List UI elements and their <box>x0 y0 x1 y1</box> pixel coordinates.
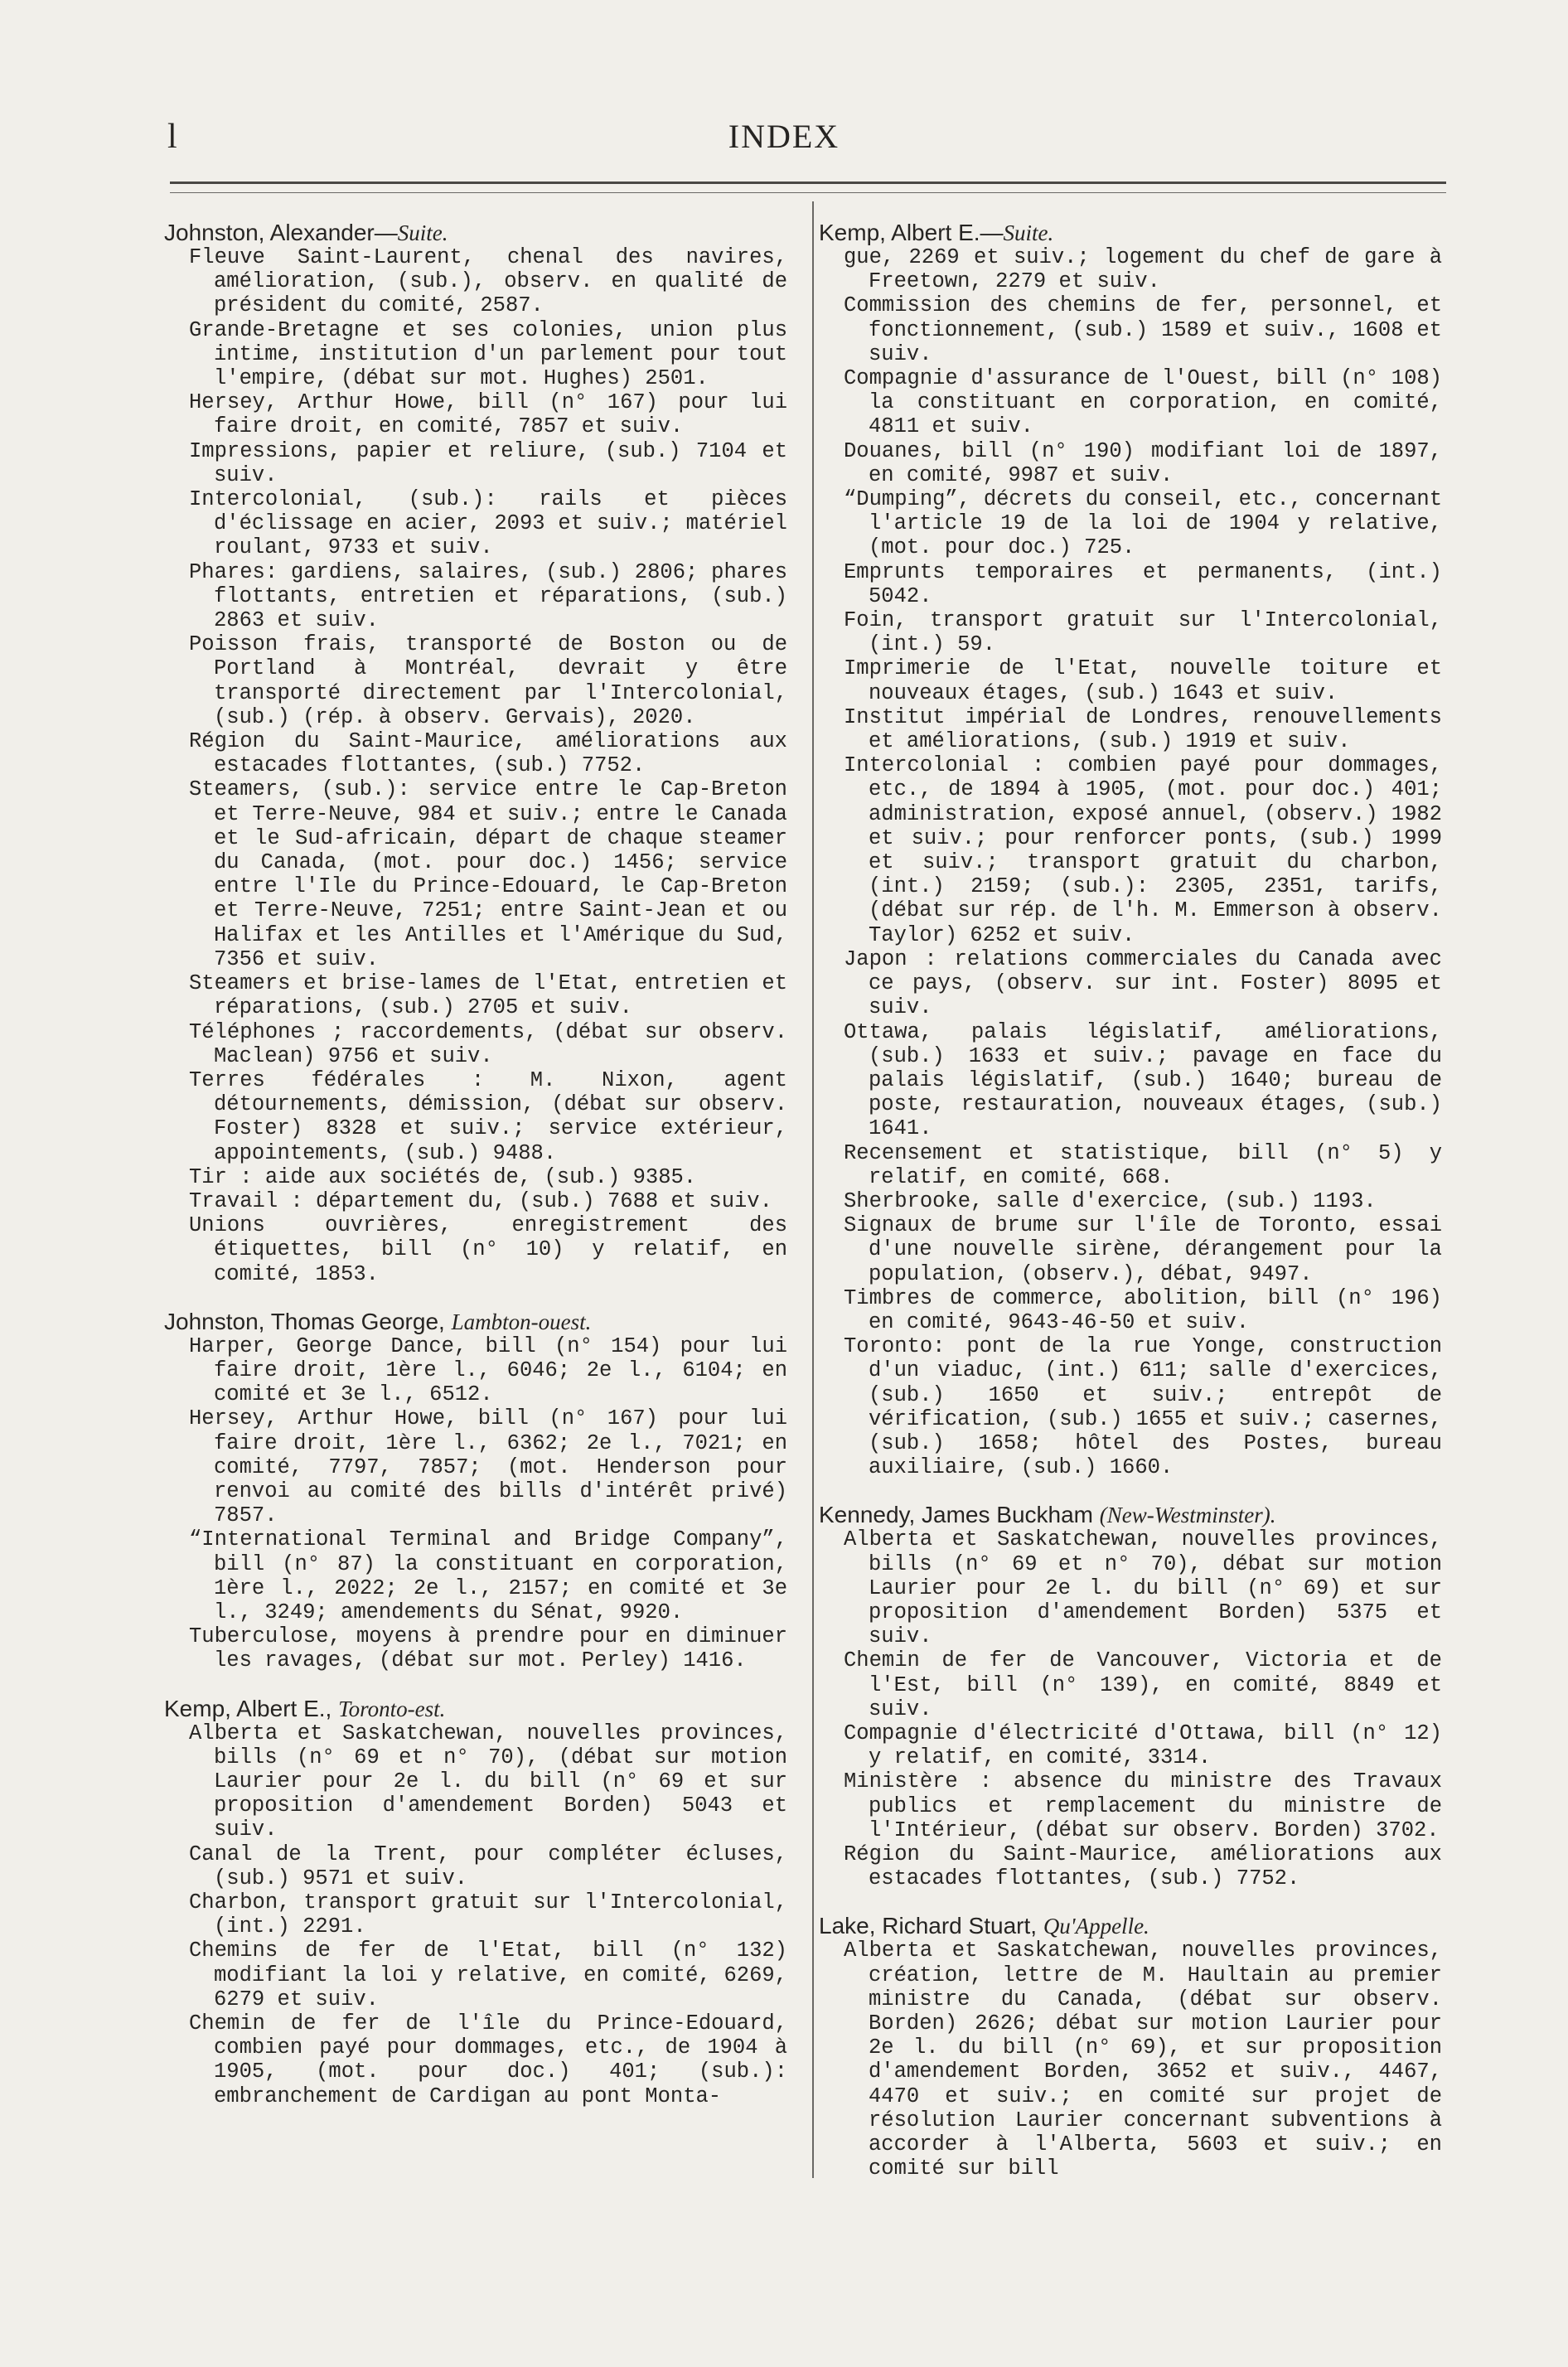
entry-heading <box>164 220 787 245</box>
subentry: Institut impérial de Londres, renouvellements et améliorations, (sub.) 1919 et suiv. <box>844 704 1442 754</box>
left-column <box>164 220 787 2132</box>
entry-name: Johnston, Thomas George, <box>164 1308 452 1334</box>
subentry: Chemin de fer de Vancouver, Victoria et de l'Est, bill (n° 139), en comité, 8849 et suiv. <box>844 1648 1442 1721</box>
subentry: Alberta et Saskatchewan, nouvelles provinces, bills (n° 69 et n° 70), (débat sur motion Laurier pour 2e l. du bill (n° 69 et sur proposition d'amendement Borden) 5043 et suiv. <box>189 1721 787 1842</box>
subentry: Poisson frais, transporté de Boston ou de Portland à Montréal, devrait y être transporté directement par l'Intercolonial, (sub.) (rép. à observ. Gervais), 2020. <box>189 632 787 729</box>
entry-name: Kennedy, James Buckham <box>819 1502 1100 1528</box>
entry-name: Johnston, Alexander— <box>164 220 398 245</box>
subentry: Steamers et brise-lames de l'Etat, entretien et réparations, (sub.) 2705 et suiv. <box>189 971 787 1020</box>
subentry: Douanes, bill (n° 190) modifiant loi de 1897, en comité, 9987 et suiv. <box>844 438 1442 487</box>
subentry: Compagnie d'électricité d'Ottawa, bill (n° 12) y relatif, en comité, 3314. <box>844 1721 1442 1770</box>
subentry: Ministère : absence du ministre des Travaux publics et remplacement du ministre de l'Intérieur, (débat sur observ. Borden) 3702. <box>844 1769 1442 1842</box>
subentry: Région du Saint-Maurice, améliorations aux estacades flottantes, (sub.) 7752. <box>844 1842 1442 1891</box>
subentry: Sherbrooke, salle d'exercice, (sub.) 1193. <box>844 1188 1377 1213</box>
index-entry <box>164 220 787 1286</box>
header-rule-thin <box>170 192 1446 193</box>
subentry: Ottawa, palais législatif, améliorations, (sub.) 1633 et suiv.; pavage en face du palais législatif, (sub.) 1640; bureau de poste, restauration, nouveaux étages, (sub.) 1641. <box>844 1019 1442 1141</box>
entry-name: Lake, Richard Stuart, <box>819 1913 1043 1939</box>
subentry: Toronto: pont de la rue Yonge, construction d'un viaduc, (int.) 611; salle d'exercices, (sub.) 1650 et suiv.; entrepôt de vérification, (sub.) 1655 et suiv.; casernes, (sub.) 1658; hôtel des Postes, bureau auxiliaire, (sub.) 1660. <box>844 1334 1442 1480</box>
index-entry <box>819 1914 1442 2181</box>
subentry: Fleuve Saint-Laurent, chenal des navires, amélioration, (sub.), observ. en qualité de président du comité, 2587. <box>189 245 787 318</box>
subentry: Chemins de fer de l'Etat, bill (n° 132) modifiant la loi y relative, en comité, 6269, 6279 et suiv. <box>189 1939 787 2011</box>
subentry: Alberta et Saskatchewan, nouvelles provinces, bills (n° 69 et n° 70), débat sur motion Laurier pour 2e l. du bill (n° 69) et sur proposition d'amendement Borden) 5375 et suiv. <box>844 1527 1442 1649</box>
subentry: Grande-Bretagne et ses colonies, union plus intime, institution d'un parlement pour tout l'empire, (débat sur mot. Hughes) 2501. <box>189 317 787 391</box>
entry-qualifier: Suite. <box>1003 220 1054 245</box>
subentry: Travail : département du, (sub.) 7688 et suiv. <box>189 1188 772 1213</box>
subentry: “International Terminal and Bridge Company”, bill (n° 87) la constituant en corporation, 1ère l., 2022; 2e l., 2157; en comité et 3e l., 3249; amendements du Sénat, 9920. <box>189 1527 787 1624</box>
subentry: Harper, George Dance, bill (n° 154) pour lui faire droit, 1ère l., 6046; 2e l., 6104; en comité et 3e l., 6512. <box>189 1334 787 1407</box>
subentry: Hersey, Arthur Howe, bill (n° 167) pour lui faire droit, 1ère l., 6362; 2e l., 7021; en comité, 7797, 7857; (mot. Henderson pour renvoi au comité des bills d'intérêt privé) 7857. <box>189 1406 787 1528</box>
right-column <box>819 220 1442 2204</box>
index-entry <box>164 1309 787 1673</box>
entry-name: Kemp, Albert E., <box>164 1695 339 1721</box>
subentry: Japon : relations commerciales du Canada avec ce pays, (observ. sur int. Foster) 8095 et suiv. <box>844 946 1442 1020</box>
index-entry <box>819 1503 1442 1890</box>
entry-qualifier: Lambton-ouest. <box>451 1309 592 1334</box>
entry-heading <box>819 1503 1442 1527</box>
subentry: Région du Saint-Maurice, améliorations aux estacades flottantes, (sub.) 7752. <box>189 729 787 778</box>
entry-heading <box>819 1914 1442 1939</box>
header-rule <box>170 182 1446 184</box>
subentry: Unions ouvrières, enregistrement des étiquettes, bill (n° 10) y relatif, en comité, 1853. <box>189 1213 787 1286</box>
index-entry <box>819 220 1442 1479</box>
entry-qualifier: (New-Westminster). <box>1099 1503 1276 1528</box>
entry-heading <box>819 220 1442 245</box>
subentry: Terres fédérales : M. Nixon, agent détournements, démission, (débat sur observ. Foster) 8328 et suiv.; service extérieur, appointements, (sub.) 9488. <box>189 1067 787 1165</box>
subentry: gue, 2269 et suiv.; logement du chef de gare à Freetown, 2279 et suiv. <box>844 245 1442 294</box>
entry-name: Kemp, Albert E.— <box>819 220 1004 245</box>
entry-heading <box>164 1309 787 1334</box>
subentry: Foin, transport gratuit sur l'Intercolonial, (int.) 59. <box>844 608 1442 657</box>
subentry: Timbres de commerce, abolition, bill (n° 196) en comité, 9643-46-50 et suiv. <box>844 1285 1442 1334</box>
subentry: Emprunts temporaires et permanents, (int.) 5042. <box>844 559 1442 608</box>
subentry: Impressions, papier et reliure, (sub.) 7104 et suiv. <box>189 438 787 487</box>
subentry: Charbon, transport gratuit sur l'Intercolonial, (int.) 2291. <box>189 1890 787 1939</box>
subentry: Chemin de fer de l'île du Prince-Edouard, combien payé pour dommages, etc., de 1904 à 1905, (mot. pour doc.) 401; (sub.): embranchement de Cardigan au pont Monta- <box>189 2011 787 2108</box>
subentry: Recensement et statistique, bill (n° 5) y relatif, en comité, 668. <box>844 1140 1442 1189</box>
column-divider <box>812 201 814 2178</box>
subentry: Compagnie d'assurance de l'Ouest, bill (n° 108) la constituant en corporation, en comité, 4811 et suiv. <box>844 366 1442 439</box>
subentry: Intercolonial, (sub.): rails et pièces d'éclissage en acier, 2093 et suiv.; matériel roulant, 9733 et suiv. <box>189 487 787 560</box>
running-title: INDEX <box>728 118 840 155</box>
entry-qualifier: Toronto-est. <box>338 1696 446 1721</box>
subentry: Tir : aide aux sociétés de, (sub.) 9385. <box>189 1164 697 1189</box>
subentry: Tuberculose, moyens à prendre pour en diminuer les ravages, (débat sur mot. Perley) 1416. <box>189 1624 787 1673</box>
subentry: Alberta et Saskatchewan, nouvelles provinces, création, lettre de M. Haultain au premier ministre du Canada, (débat sur observ. Borden) 2626; débat sur motion Laurier pour 2e l. du bill (n° 69), et sur proposition d'amendement Borden, 3652 et suiv., 4467, 4470 et suiv.; en comité sur projet de résolution Laurier concernant subventions à accorder à l'Alberta, 5603 et suiv.; en comité sur bill <box>844 1939 1442 2181</box>
subentry: Téléphones ; raccordements, (débat sur observ. Maclean) 9756 et suiv. <box>189 1019 787 1068</box>
subentry: Steamers, (sub.): service entre le Cap-Breton et Terre-Neuve, 984 et suiv.; entre le Canada et le Sud-africain, départ de chaque steamer du Canada, (mot. pour doc.) 1456; service entre l'Ile du Prince-Edouard, le Cap-Breton et Terre-Neuve, 7251; entre Saint-Jean et ou Halifax et les Antilles et l'Amérique du Sud, 7356 et suiv. <box>189 777 787 971</box>
subentry: Canal de la Trent, pour compléter écluses, (sub.) 9571 et suiv. <box>189 1842 787 1890</box>
subentry: Commission des chemins de fer, personnel, et fonctionnement, (sub.) 1589 et suiv., 1608 et suiv. <box>844 293 1442 366</box>
subentry: Phares: gardiens, salaires, (sub.) 2806; phares flottants, entretien et réparations, (sub.) 2863 et suiv. <box>189 559 787 633</box>
index-entry <box>164 1697 787 2108</box>
entry-qualifier: Qu'Appelle. <box>1043 1914 1149 1939</box>
subentry: “Dumping”, décrets du conseil, etc., concernant l'article 19 de la loi de 1904 y relative, (mot. pour doc.) 725. <box>844 487 1442 560</box>
subentry: Hersey, Arthur Howe, bill (n° 167) pour lui faire droit, en comité, 7857 et suiv. <box>189 390 787 439</box>
subentry: Intercolonial : combien payé pour dommages, etc., de 1894 à 1905, (mot. pour doc.) 401; administration, exposé annuel, (observ.) 1982 et suiv.; pour renforcer ponts, (sub.) 1999 et suiv.; transport gratuit du charbon, (int.) 2159; (sub.): 2305, 2351, tarifs, (débat sur rép. de l'h. M. Emmerson à observ. Taylor) 6252 et suiv. <box>844 753 1442 947</box>
subentry: Signaux de brume sur l'île de Toronto, essai d'une nouvelle sirène, dérangement pour la population, (observ.), débat, 9497. <box>844 1213 1442 1286</box>
entry-heading <box>164 1697 787 1721</box>
page-number: l <box>167 118 177 156</box>
subentry: Imprimerie de l'Etat, nouvelle toiture et nouveaux étages, (sub.) 1643 et suiv. <box>844 656 1442 705</box>
entry-qualifier: Suite. <box>397 220 448 245</box>
